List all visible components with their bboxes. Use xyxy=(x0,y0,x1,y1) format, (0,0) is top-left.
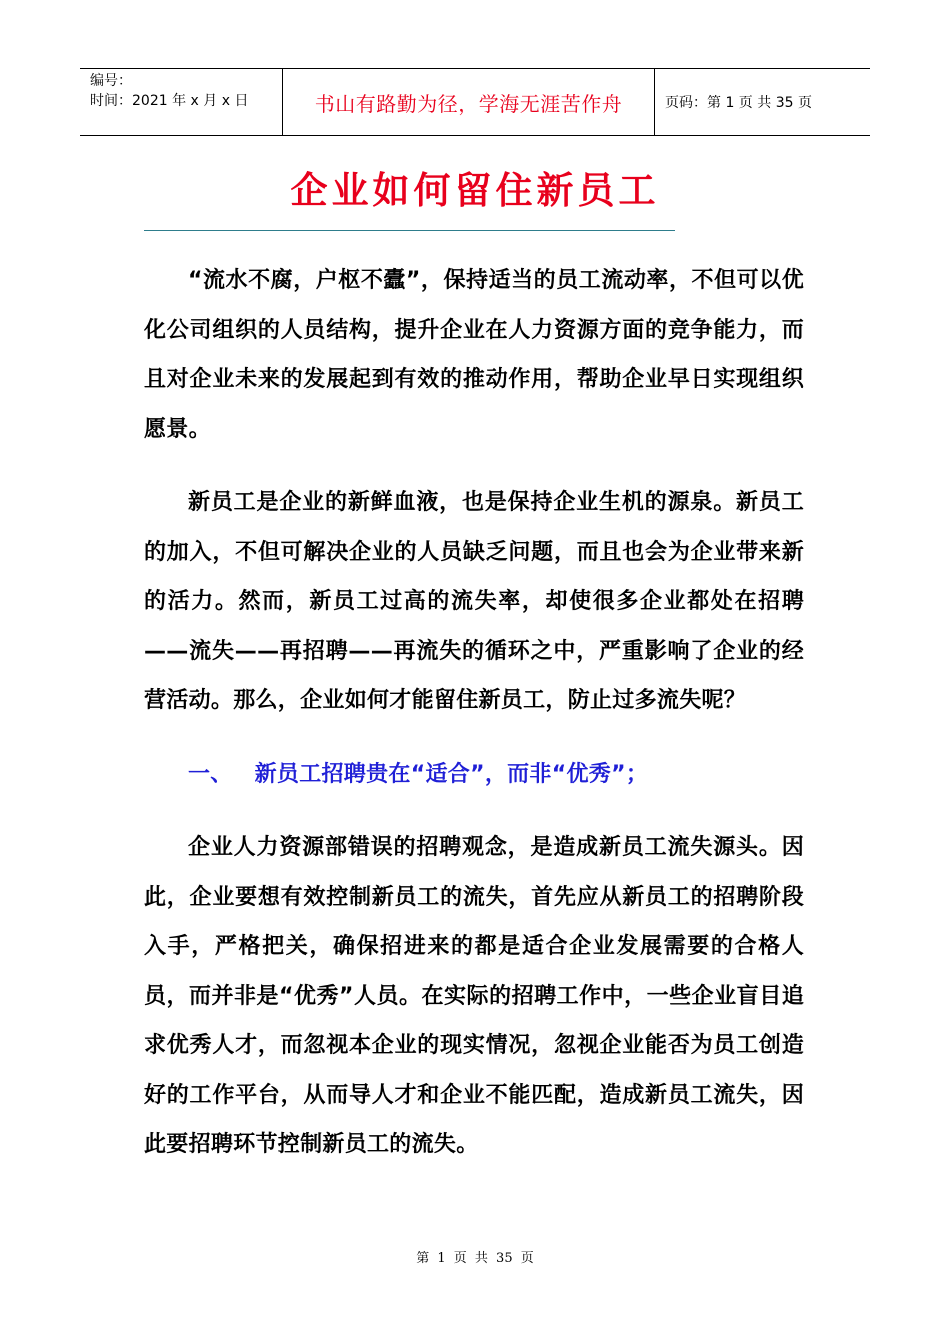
document-body xyxy=(144,256,804,1194)
header-page-number: 页码：第 1 页 共 35 页 xyxy=(665,95,812,111)
paragraph-new-employees: 新员工是企业的新鲜血液，也是保持企业生机的源泉。新员工的加入，不但可解决企业的人员缺乏问题，而且也会为企业带来新的活力。然而，新员工过高的流失率，却使很多企业都处在招聘——流失——再招聘——再流失的循环之中，严重影响了企业的经营活动。那么，企业如何才能留住新员工，防止过多流失呢？ xyxy=(144,490,804,713)
paragraph-section-1: 企业人力资源部错误的招聘观念，是造成新员工流失源头。因此，企业要想有效控制新员工的流失，首先应从新员工的招聘阶段入手，严格把关，确保招进来的都是适合企业发展需要的合格人员，而并非是“优秀”人员。在实际的招聘工作中，一些企业盲目追求优秀人才，而忽视本企业的现实情况，忽视企业能否为员工创造好的工作平台，从而导人才和企业不能匹配，造成新员工流失，因此要招聘环节控制新员工的流失。 xyxy=(144,835,804,1157)
section-heading-1 xyxy=(144,750,804,800)
header-meta xyxy=(80,69,282,135)
document-title: 企业如何留住新员工 xyxy=(290,168,660,212)
section-heading-text: 新员工招聘贵在“适合”，而非“优秀”； xyxy=(254,761,649,787)
document-time-label: 时间：2021 年 x 月 x 日 xyxy=(90,93,249,109)
title-underline xyxy=(144,230,675,231)
document-number-label: 编号： xyxy=(90,73,132,89)
section-number: 一、 xyxy=(188,761,233,787)
page-header xyxy=(80,68,870,136)
page-footer: 第 1 页 共 35 页 xyxy=(416,1251,534,1266)
header-motto: 书山有路勤为径，学海无涯苦作舟 xyxy=(282,69,655,135)
paragraph-intro: “流水不腐，户枢不蠹”，保持适当的员工流动率，不但可以优化公司组织的人员结构，提升企业在人力资源方面的竞争能力，而且对企业未来的发展起到有效的推动作用，帮助企业早日实现组织愿景。 xyxy=(144,268,804,442)
